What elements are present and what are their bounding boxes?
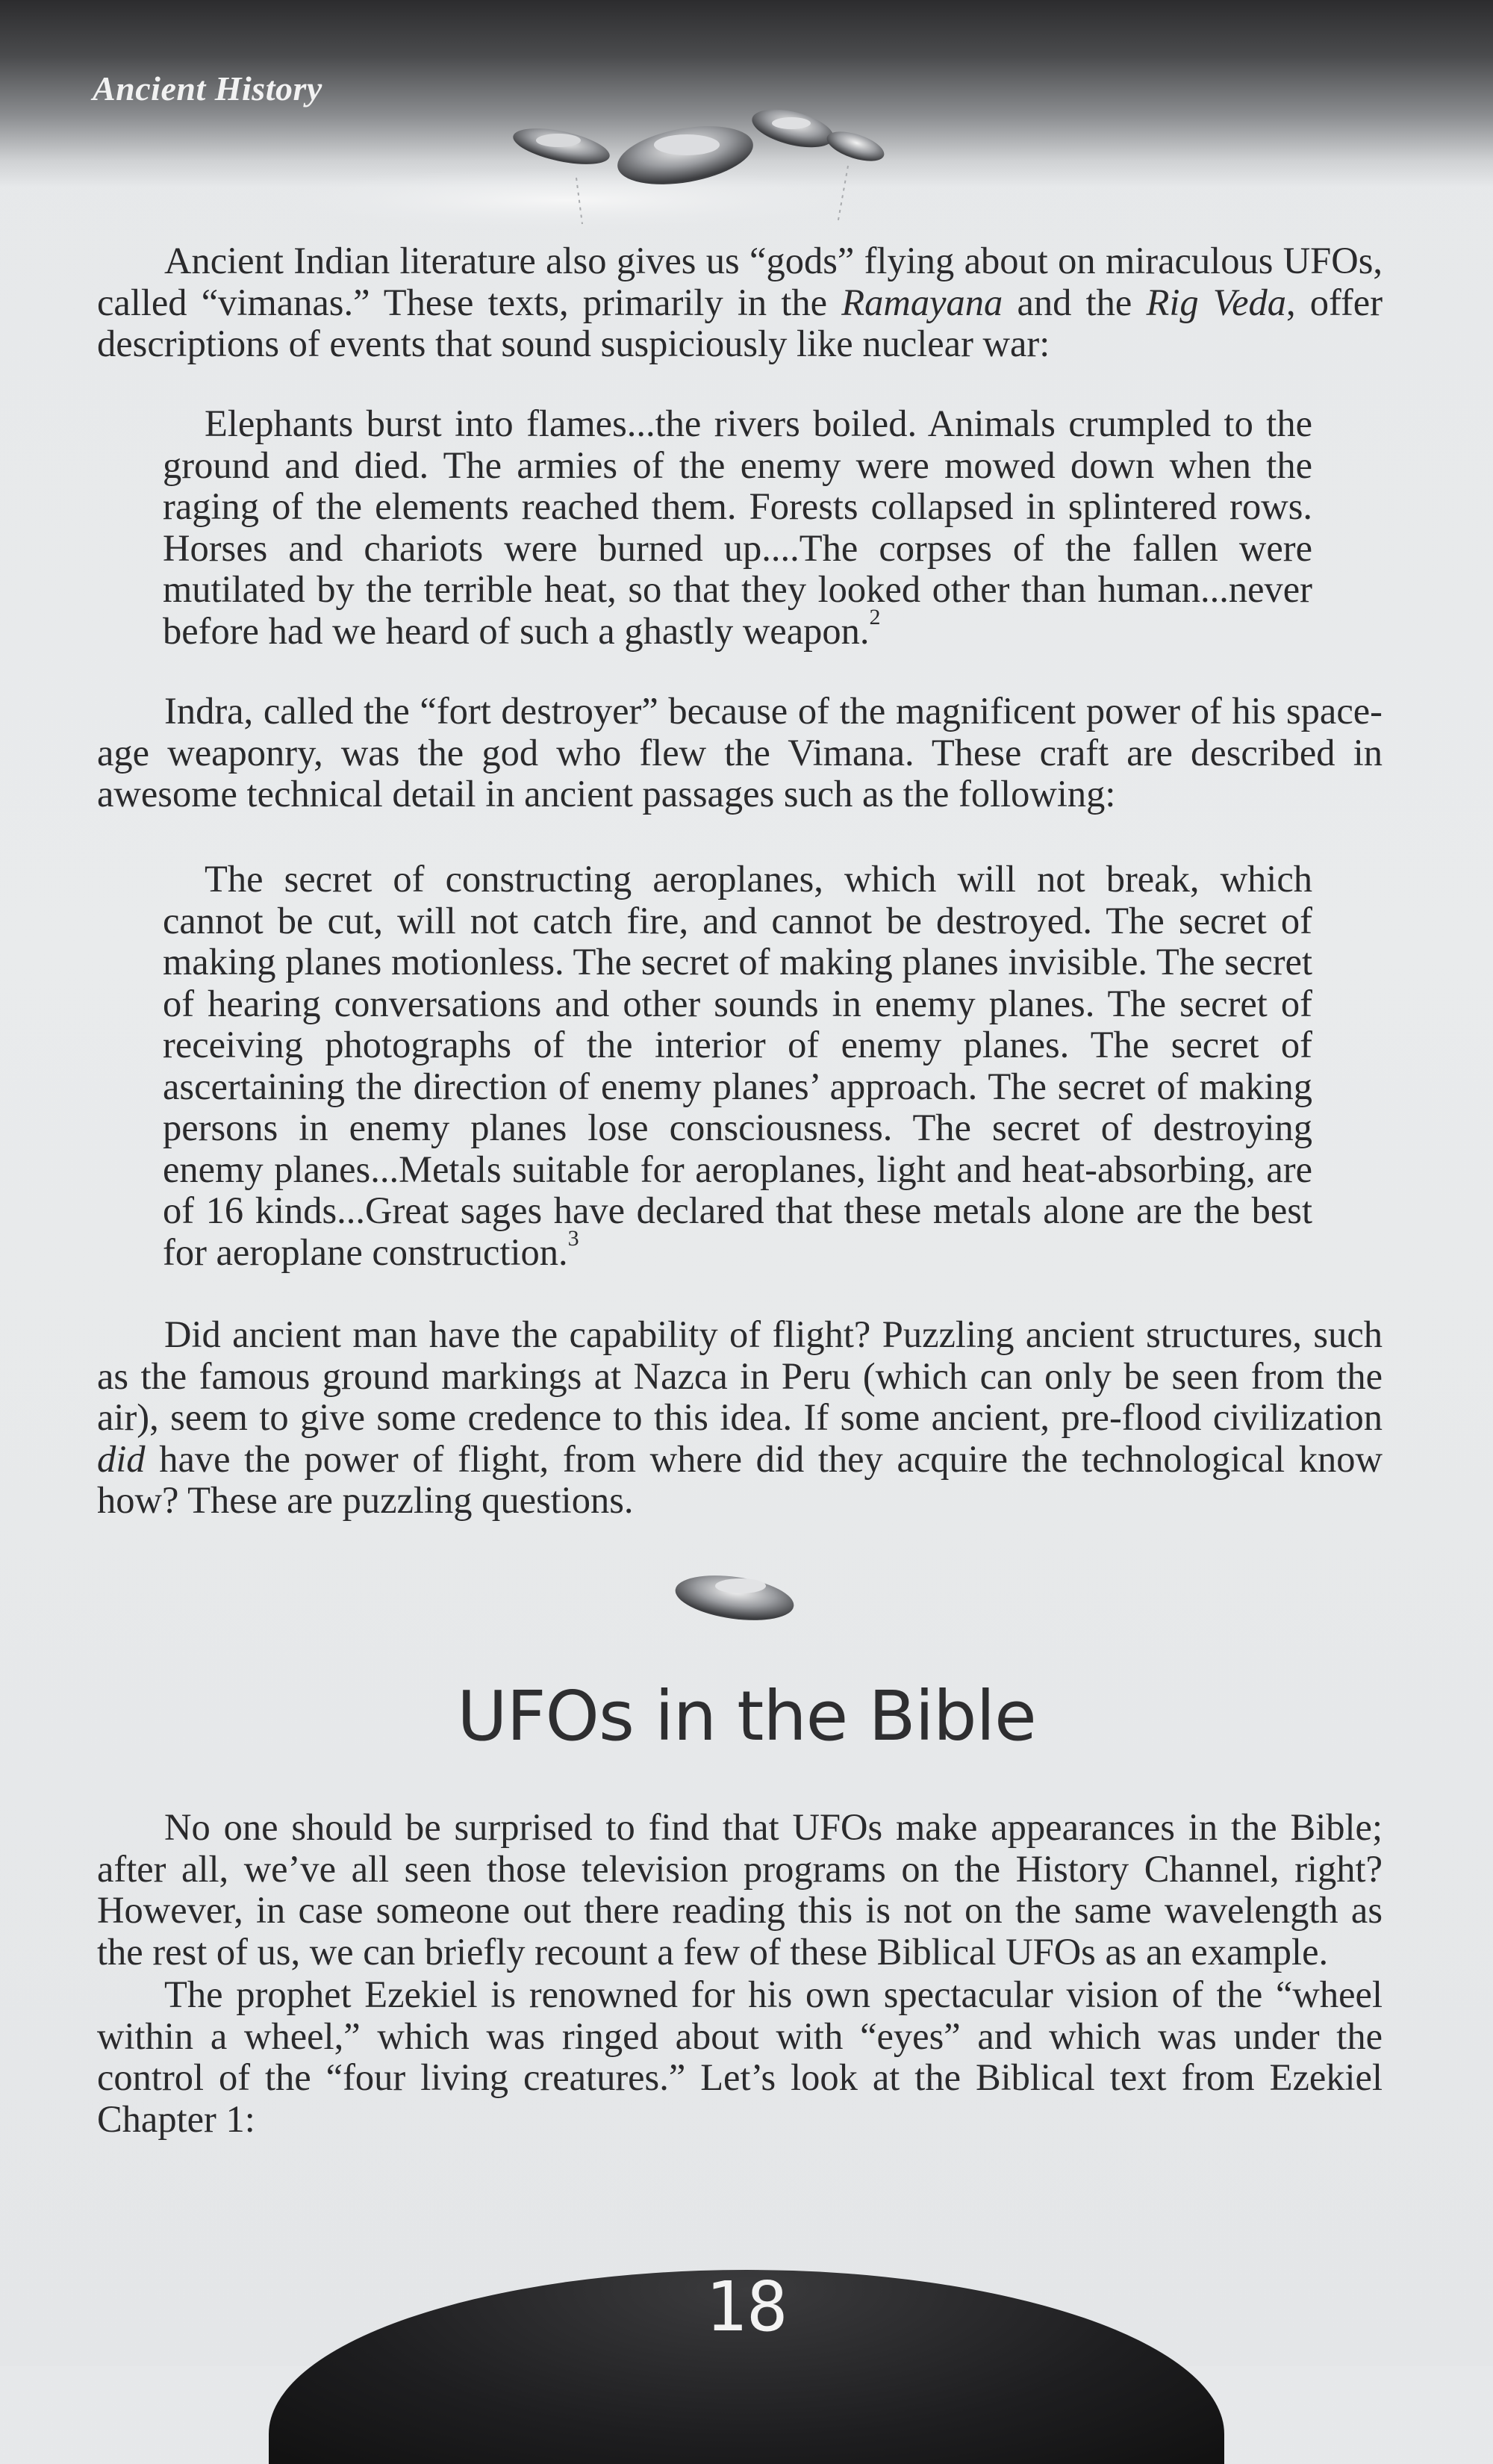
footnote-marker: 2 xyxy=(869,604,881,629)
book-title-rig-veda: Rig Veda xyxy=(1146,281,1286,323)
paragraph-nazca xyxy=(97,1314,1383,1522)
paragraph-text: Ancient Indian literature also gives us “gods” flying about on miraculous UFOs, called “vimanas.” These texts, primarily in the xyxy=(97,240,1383,323)
ufo-icon xyxy=(510,122,612,172)
paragraph-indra xyxy=(97,691,1383,815)
footnote-marker: 3 xyxy=(567,1225,579,1251)
quote-text: Elephants burst into flames...the rivers boiled. Animals crumpled to the ground and died. The armies of the enemy were mowed down when the raging of the elements reached them. Forests collapsed in splintered rows. Horses and chariots were burned up....The corpses of the fallen were mutilated by the terrible heat, so that they looked other than human...never before had we heard of such a ghastly weapon. xyxy=(163,402,1312,652)
paragraph-text: have the power of flight, from where did they acquire the technological know how? These are puzzling questions. xyxy=(97,1437,1383,1521)
paragraph-bible-ufos xyxy=(97,1807,1383,2140)
page-number: 18 xyxy=(705,2267,788,2347)
paragraph-text: Indra, called the “fort destroyer” because of the magnificent power of his space-age weaponry, was the god who flew the Vimana. These craft are described in awesome technical detail in ancient passages such as the following: xyxy=(97,690,1383,815)
paragraph-vimanas xyxy=(97,240,1383,365)
paragraph-text: The prophet Ezekiel is renowned for his own spectacular vision of the “wheel within a wheel,” which was ringed about with “eyes” and which was under the control of the “four living creatures.” Let’s look at the Biblical text from Ezekiel Chapter 1: xyxy=(97,1973,1383,2140)
quote-aeroplanes xyxy=(163,859,1312,1273)
ufo-icon xyxy=(748,102,837,155)
book-title-ramayana: Ramayana xyxy=(841,281,1003,323)
ufo-fleet-illustration xyxy=(0,0,1493,239)
cloud-glow xyxy=(254,169,881,231)
emphasis-did: did xyxy=(97,1437,146,1480)
quote-text: The secret of constructing aeroplanes, which will not break, which cannot be cut, will not catch fire, and cannot be destroyed. The secret of making planes motionless. The secret of making planes invisible. The secret of hearing conversations and other sounds in enemy planes. The secret of receiving photographs of the interior of enemy planes. The secret of ascertaining the direction of enemy planes’ approach. The secret of making persons in enemy planes lose consciousness. The secret of destroying enemy planes...Metals suitable for aeroplanes, light and heat-absorbing, are of 16 kinds...Great sages have declared that these metals alone are the best for aeroplane construction. xyxy=(163,858,1312,1273)
paragraph-text: Did ancient man have the capability of flight? Puzzling ancient structures, such as the famous ground markings at Nazca in Peru (which can only be seen from the air), seem to give some credence to this idea. If some ancient, pre-flood civilization xyxy=(97,1313,1383,1438)
paragraph-text: and the xyxy=(1003,281,1147,323)
ufo-divider-icon xyxy=(672,1568,821,1635)
paragraph-text: No one should be surprised to find that UFOs make appearances in the Bible; after all, we’ve all seen those television programs on the History Channel, right? However, in case someone out there reading this is not on the same wavelength as the rest of us, we can briefly recount a few of these Biblical UFOs as an example. xyxy=(97,1806,1383,1973)
running-header: Ancient History xyxy=(93,69,322,108)
quote-nuclear-war xyxy=(163,403,1312,652)
paragraph-text: , offer descriptions of events that sound suspiciously like nuclear war: xyxy=(97,281,1383,364)
ufo-icon xyxy=(823,125,888,167)
section-heading: UFOs in the Bible xyxy=(457,1676,1036,1756)
